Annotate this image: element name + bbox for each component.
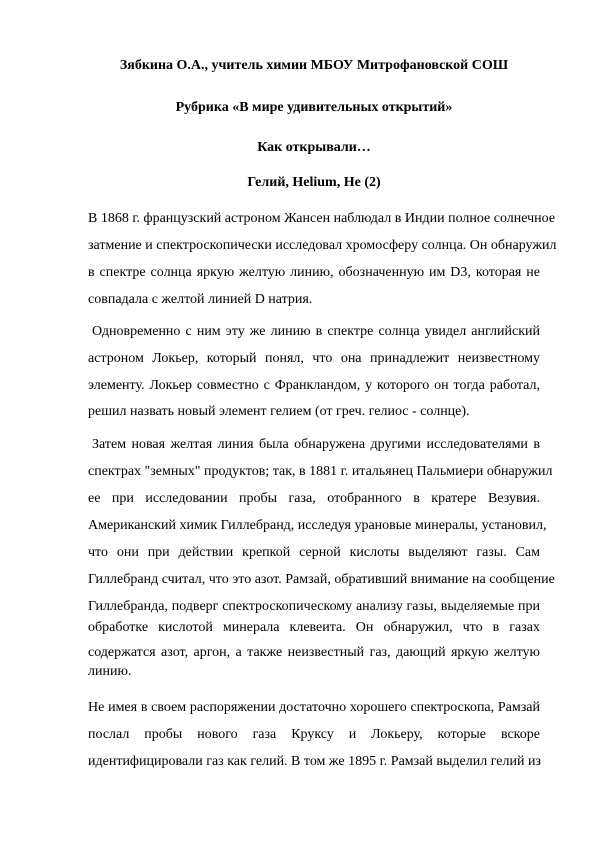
text-line: Гиллебранда, подверг спектроскопическому анализу газы, выделяемые при: [88, 599, 540, 614]
text-line: Американский химик Гиллебранд, исследуя урановые минералы, установил,: [88, 518, 547, 533]
rubric-line: Рубрика «В мире удивительных открытий»: [175, 100, 453, 115]
text-line: затмение и спектроскопически исследовал хромосферу солнца. Он обнаружил: [88, 238, 557, 253]
text-line: В 1868 г. французский астроном Жансен наблюдал в Индии полное солнечное: [88, 211, 556, 226]
text-line: идентифицировали газ как гелий. В том же 1895 г. Рамзай выделил гелий из: [88, 754, 541, 769]
text-line: Гиллебранд считал, что это азот. Рамзай, обративший внимание на сообщение: [88, 572, 555, 587]
text-line: ее при исследовании пробы газа, отобранного в кратере Везувия.: [88, 491, 540, 506]
article-title: Гелий, Helium, He (2): [247, 175, 381, 190]
text-line: послал пробы нового газа Круксу и Локьеру, которые вскоре: [88, 727, 540, 742]
series-line: Как открывали…: [257, 140, 371, 155]
text-line: решил назвать новый элемент гелием (от греч. гелиос - солнце).: [88, 404, 470, 419]
text-line: содержатся азот, аргон, а также неизвестный газ, дающий яркую желтую: [88, 645, 540, 660]
text-line: Затем новая желтая линия была обнаружена другими исследователями в: [92, 437, 540, 452]
text-line: обработке кислотой минерала клевеита. Он обнаружил, что в газах: [88, 620, 540, 635]
text-line: астроном Локьер, который понял, что она принадлежит неизвестному: [88, 351, 540, 366]
text-line: в спектре солнца яркую желтую линию, обозначенную им D3, которая не: [88, 265, 540, 280]
text-line: Одновременно с ним эту же линию в спектре солнца увидел английский: [92, 324, 540, 339]
text-line: Не имея в своем распоряжении достаточно хорошего спектроскопа, Рамзай: [88, 700, 540, 715]
text-line: совпадала с желтой линией D натрия.: [88, 292, 313, 307]
text-line: что они при действии крепкой серной кислоты выделяют газы. Сам: [88, 545, 540, 560]
text-line: элементу. Локьер совместно с Франкландом, у которого он тогда работал,: [88, 378, 540, 393]
text-line: спектрах "земных" продуктов; так, в 1881 г. итальянец Пальмиери обнаружил: [88, 464, 553, 479]
author-line: Зябкина О.А., учитель химии МБОУ Митрофановской СОШ: [119, 58, 509, 73]
text-line: линию.: [88, 664, 132, 679]
